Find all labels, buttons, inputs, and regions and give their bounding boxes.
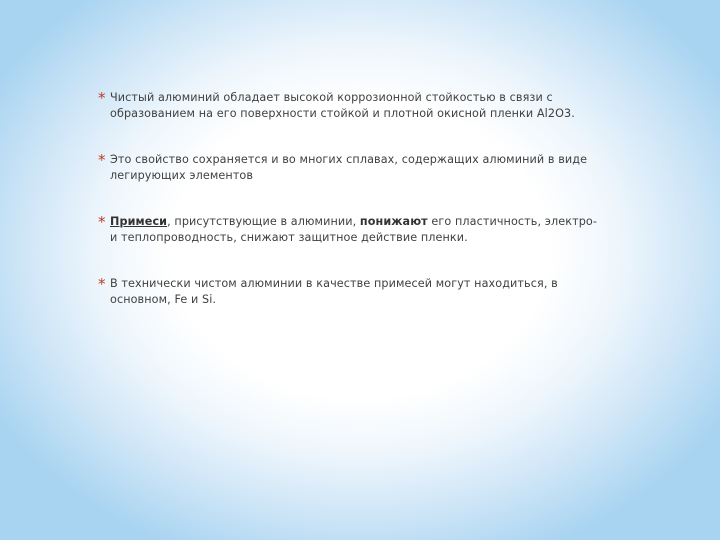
bullet-marker: * bbox=[98, 89, 106, 107]
bullet-term: Примеси bbox=[110, 215, 168, 228]
bullet-marker: * bbox=[98, 151, 106, 169]
bullet-text-part1: , присутствующие в алюминии, bbox=[167, 215, 360, 228]
bullet-text: Это свойство сохраняется и во многих сплавах, содержащих алюминий в виде легирующих элементов bbox=[110, 153, 588, 182]
bullet-item-1 bbox=[98, 90, 598, 122]
bullet-item-3 bbox=[98, 214, 598, 246]
bullet-item-2 bbox=[98, 152, 598, 184]
bullet-keyword: понижают bbox=[359, 215, 428, 228]
bullet-text: В технически чистом алюминии в качестве примесей могут находиться, в основном, Fe и Si. bbox=[110, 277, 558, 306]
bullet-text-part2: его пластичность, электро- и теплопроводность, снижают защитное действие пленки. bbox=[110, 215, 598, 244]
bullet-marker: * bbox=[98, 275, 106, 293]
bullet-marker: * bbox=[98, 213, 106, 231]
bullet-text: Чистый алюминий обладает высокой коррозионной стойкостью в связи с образованием на его поверхности стойкой и плотной окисной пленки Al2O3. bbox=[110, 91, 575, 120]
bullet-item-4 bbox=[98, 276, 598, 308]
bullet-list bbox=[98, 90, 598, 308]
